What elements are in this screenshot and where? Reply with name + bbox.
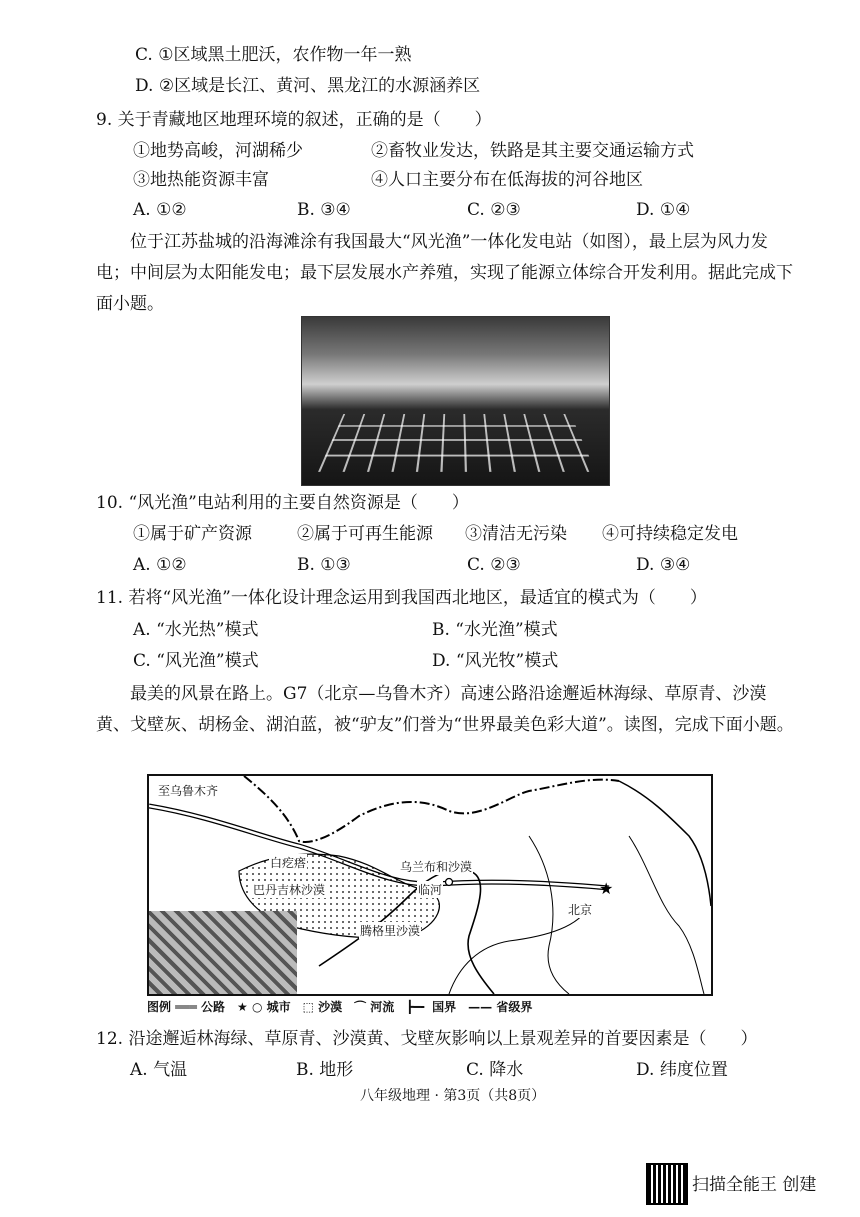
q9-option-b: B. ③④ [297, 200, 351, 220]
label-ulan-buh-desert: 乌兰布和沙漠 [400, 860, 473, 874]
power-station-photo [301, 316, 610, 486]
q10-stem: 10. “风光渔”电站利用的主要自然资源是（ ） [96, 493, 469, 513]
q11-option-b: B. “水光渔”模式 [432, 620, 558, 640]
provincial-border-east [619, 781, 711, 906]
q9-stem: 9. 关于青藏地区地理环境的叙述，正确的是（ ） [96, 110, 492, 130]
q12-option-b: B. 地形 [296, 1060, 354, 1080]
passage-g7-highway: 最美的风景在路上。G7（北京—乌鲁木齐）高速公路沿途邂逅林海绿、草原青、沙漠黄、戈壁灰、胡杨金、湖泊蓝，被“驴友”们誉为“世界最美色彩大道”。读图，完成下面小题。 [96, 684, 794, 735]
q12-stem: 12. 沿途邂逅林海绿、草原青、沙漠黄、戈壁灰影响以上景观差异的首要因素是（ ） [96, 1029, 758, 1049]
q11-option-a: A. “水光热”模式 [133, 620, 259, 640]
q9-option-a: A. ①② [133, 200, 187, 220]
q10-option-b: B. ①③ [297, 555, 351, 575]
national-border [244, 776, 619, 842]
q12-option-c: C. 降水 [466, 1060, 524, 1080]
q9-statement-4: ④人口主要分布在低海拔的河谷地区 [371, 170, 643, 190]
q12-option-d: D. 纬度位置 [636, 1060, 728, 1080]
desert-grid-inset-photo [149, 911, 297, 994]
map-legend: 图例 ═══ 公路 ★ ○ 城市 ⬚ 沙漠 ⌒ 河流 ┣━╸ 国界 —— 省级界 [147, 1000, 533, 1014]
passage-wind-solar-fish: 位于江苏盐城的沿海滩涂有我国最大“风光渔”一体化发电站（如图），最上层为风力发电；中间层为太阳能发电；最下层发展水产养殖，实现了能源立体综合开发利用。据此完成下面小题。 [96, 232, 793, 314]
q9-option-c: C. ②③ [467, 200, 521, 220]
q10-statement-2: ②属于可再生能源 [297, 524, 433, 544]
q12-option-a: A. 气温 [130, 1060, 188, 1080]
q9-option-d: D. ①④ [636, 200, 691, 220]
q8-option-c: C. ①区域黑土肥沃，农作物一年一熟 [135, 45, 412, 65]
scanner-watermark: 扫描全能王 创建 [692, 1175, 817, 1195]
label-beijing: 北京 [568, 903, 593, 917]
provincial-border-coast [629, 836, 704, 994]
q10-statement-4: ④可持续稳定发电 [602, 524, 738, 544]
q8-option-d: D. ②区域是长江、黄河、黑龙江的水源涵养区 [135, 76, 481, 96]
q11-stem: 11. 若将“风光渔”一体化设计理念运用到我国西北地区，最适宜的模式为（ ） [96, 588, 707, 608]
g7-route-map [147, 774, 713, 996]
capital-star: ★ [599, 879, 614, 898]
q9-statement-2: ②畜牧业发达，铁路是其主要交通运输方式 [371, 141, 694, 161]
q11-option-d: D. “风光牧”模式 [432, 651, 559, 671]
q10-option-a: A. ①② [133, 555, 187, 575]
label-linhe: 临河 [418, 883, 443, 897]
label-badain-jaran-desert: 巴丹吉林沙漠 [253, 883, 326, 897]
q10-statement-1: ①属于矿产资源 [133, 524, 252, 544]
q10-statement-3: ③清洁无污染 [465, 524, 567, 544]
q10-option-d: D. ③④ [636, 555, 691, 575]
qr-code-icon [646, 1163, 688, 1205]
q9-statement-3: ③地热能资源丰富 [133, 170, 269, 190]
city-linhe-marker [446, 879, 453, 886]
q11-option-c: C. “风光渔”模式 [133, 651, 259, 671]
q10-option-c: C. ②③ [467, 555, 521, 575]
label-baiyinchi: 白疙瘩 [270, 856, 307, 870]
page-footer: 八年级地理 · 第3页（共8页） [360, 1088, 546, 1104]
label-urumqi: 至乌鲁木齐 [158, 784, 219, 798]
provincial-border-mid [529, 836, 569, 994]
q9-statement-1: ①地势高峻，河湖稀少 [133, 141, 303, 161]
label-tengger-desert: 腾格里沙漠 [360, 924, 421, 938]
solar-panel-grid [318, 414, 596, 472]
provincial-border-south [449, 906, 589, 994]
